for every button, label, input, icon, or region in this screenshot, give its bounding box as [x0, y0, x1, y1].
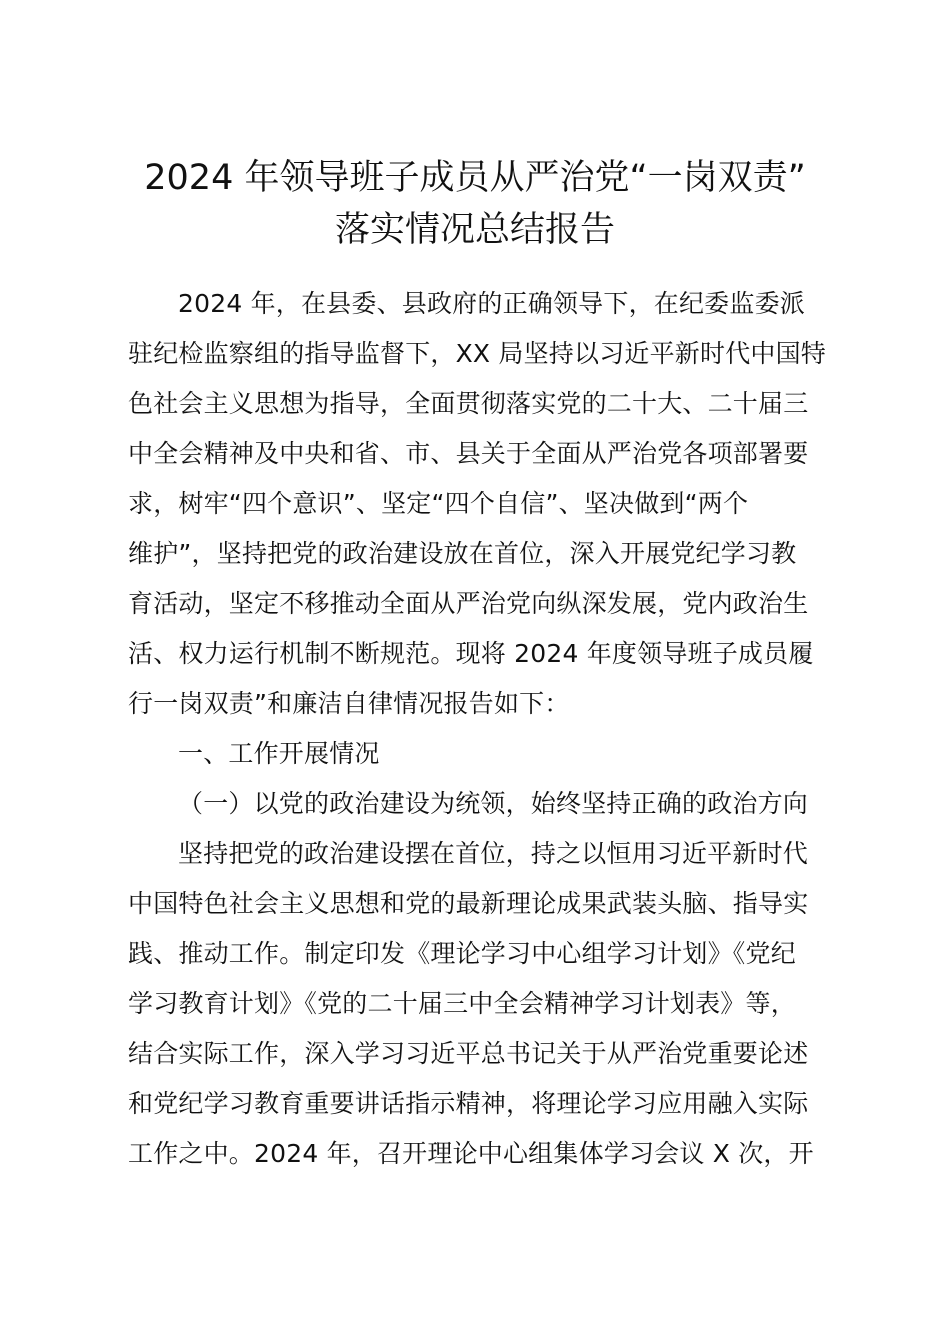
body-line: 坚持把党的政治建设摆在首位，持之以恒用习近平新时代 — [178, 839, 809, 868]
body-line: 行一岗双责”和廉洁自律情况报告如下： — [128, 689, 570, 718]
body-line: 驻纪检监察组的指导监督下，XX 局坚持以习近平新时代中国特 — [128, 339, 827, 368]
body-line: 育活动，坚定不移推动全面从严治党向纵深发展，党内政治生 — [128, 589, 809, 618]
body-line: 维护”，坚持把党的政治建设放在首位，深入开展党纪学习教 — [128, 539, 797, 568]
body-line: 色社会主义思想为指导，全面贯彻落实党的二十大、二十届三 — [128, 389, 809, 418]
body-line: 学习教育计划》《党的二十届三中全会精神学习计划表》等， — [128, 989, 796, 1018]
subsection-heading: （一）以党的政治建设为统领，始终坚持正确的政治方向 — [178, 789, 809, 818]
body-line: 中国特色社会主义思想和党的最新理论成果武装头脑、指导实 — [128, 889, 809, 918]
body-line: 活、权力运行机制不断规范。现将 2024 年度领导班子成员履 — [128, 639, 814, 668]
body-line: 和党纪学习教育重要讲话指示精神，将理论学习应用融入实际 — [128, 1089, 809, 1118]
body-line: 工作之中。2024 年，召开理论中心组集体学习会议 X 次，开 — [128, 1139, 814, 1168]
body-line: 2024 年，在县委、县政府的正确领导下，在纪委监委派 — [178, 289, 805, 318]
body-line: 践、推动工作。制定印发《理论学习中心组学习计划》《党纪 — [128, 939, 796, 968]
body-line: 结合实际工作，深入学习习近平总书记关于从严治党重要论述 — [128, 1039, 809, 1068]
document-title-line-2: 落实情况总结报告 — [334, 210, 615, 250]
body-line: 求，树牢“四个意识”、坚定“四个自信”、坚决做到“两个 — [128, 489, 749, 518]
document-title-line-1: 2024 年领导班子成员从严治党“一岗双责” — [144, 158, 806, 198]
section-heading: 一、工作开展情况 — [178, 739, 380, 768]
body-line: 中全会精神及中央和省、市、县关于全面从严治党各项部署要 — [128, 439, 809, 468]
